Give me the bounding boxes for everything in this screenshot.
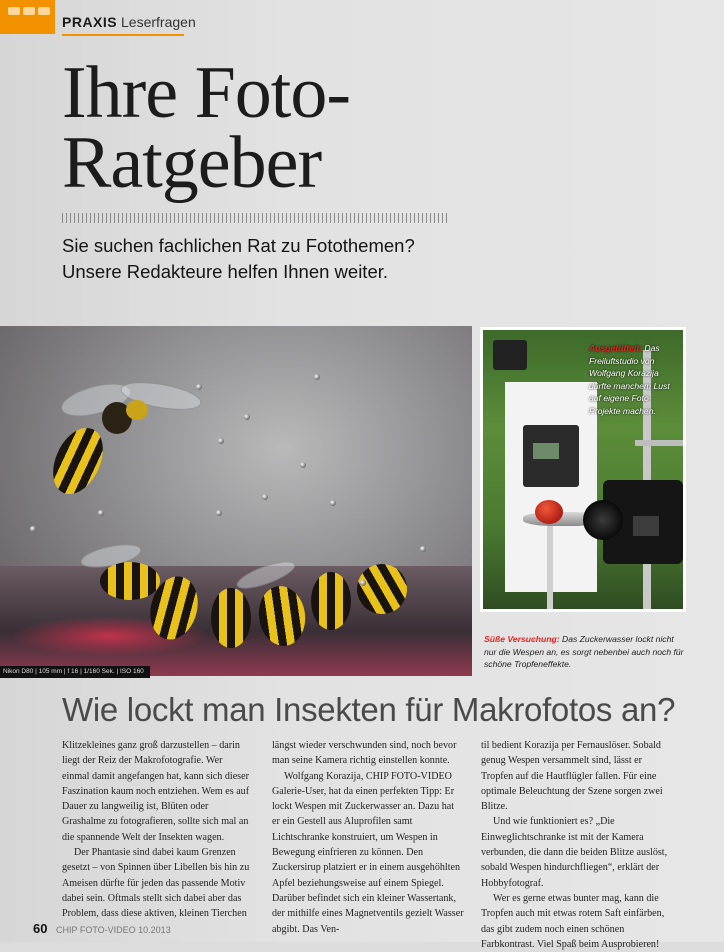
water-drop xyxy=(218,438,224,444)
water-drop xyxy=(98,510,104,516)
paragraph: til bedient Korazija per Fernauslöser. Sobald genug Wespen versammelt sind, lässt er Tropfen auf die Hautflügler fallen. Für eine optimale Beleuchtung der Szene sorgen zwei Blitze. xyxy=(481,740,663,813)
wasp xyxy=(305,558,415,638)
studio-scene xyxy=(483,330,683,609)
photo-caption xyxy=(484,633,684,671)
title-line-1: Ihre Foto- xyxy=(62,52,350,134)
water-drop xyxy=(262,494,268,500)
apple xyxy=(535,500,563,524)
paragraph: Wer es gerne etwas bunter mag, kann die Tropfen auch mit etwas rotem Saft einfärben, das gibt zudem noch einen schönen Farbkontrast. Viel Spaß beim Ausprobieren! xyxy=(481,892,665,950)
water-drop xyxy=(300,462,306,468)
flash-unit xyxy=(523,425,579,487)
water-drop xyxy=(244,414,250,420)
section-label xyxy=(62,14,196,30)
section-underline xyxy=(62,34,184,36)
inset-caption-text: Das Freiluftstudio von Wolfgang Korazija dürfte manchem Lust auf eigene Foto-Projekte machen. xyxy=(589,343,670,416)
water-drop xyxy=(314,374,320,380)
paragraph: längst wieder verschwunden sind, noch bevor man seine Kamera richtig einstellen konnte. xyxy=(272,740,457,767)
water-drop xyxy=(30,526,36,532)
camera-icon xyxy=(603,480,683,564)
caption-text: Das Zuckerwasser lockt nicht nur die Wespen an, es sorgt nebenbei auch noch für schöne Tropfeneffekte. xyxy=(484,634,684,670)
section-name: PRAXIS xyxy=(62,14,118,30)
water-drop xyxy=(330,500,336,506)
paragraph: Wolfgang Korazija, CHIP FOTO-VIDEO Galerie-User, hat da einen perfekten Tipp: Er lockt Wespen mit Zuckerwasser an. Dazu hat er ein Gestell aus Aluprofilen samt Lichtschranke konstruiert, um Wespen in Bewegung einfrieren zu können. Den Zuckersirup platziert er in einem ausgehöhlten Apfel beziehungsweise auf einem Spiegel. Darüber befindet sich ein kleiner Wassertank, der mithilfe eines Magnetventils gezielt Wasser abgibt. Das Ven- xyxy=(272,770,464,935)
alu-crossbar xyxy=(635,440,683,446)
intro-text xyxy=(62,233,415,285)
studio-photo xyxy=(480,327,686,612)
water-drop xyxy=(216,510,222,516)
water-drop xyxy=(196,384,202,390)
flying-wasp xyxy=(40,356,210,486)
magazine-issue: CHIP FOTO-VIDEO 10.2013 xyxy=(55,925,171,935)
tab-dot-icon xyxy=(38,7,50,15)
article-title: Wie lockt man Insekten für Makrofotos an? xyxy=(62,691,676,728)
article-column-3 xyxy=(481,738,674,952)
title-line-2: Ratgeber xyxy=(62,122,322,204)
page-footer xyxy=(33,921,171,936)
water-drop xyxy=(420,546,426,552)
intro-line-2: Unsere Redakteure helfen Ihnen weiter. xyxy=(62,261,389,282)
tab-dot-icon xyxy=(23,7,35,15)
tab-dot-icon xyxy=(8,7,20,15)
section-tab xyxy=(0,0,55,34)
article-column-2 xyxy=(272,738,464,937)
stand xyxy=(547,526,553,609)
subsection-name: Leserfragen xyxy=(121,14,196,30)
inset-caption-highlight: Ausgetüftelt: xyxy=(589,343,642,353)
top-flash xyxy=(493,340,527,370)
dotted-rule xyxy=(62,213,450,223)
wasp-photo xyxy=(0,326,472,676)
caption-highlight: Süße Versuchung: xyxy=(484,634,560,644)
paragraph: Und wie funktioniert es? „Die Einweglichtschranke ist mit der Kamera verbunden, die dann die beiden Blitze auslöst, sobald Wespen hindurchfliegen“, erklärt der Hobbyfotograf. xyxy=(481,816,668,889)
water-drop xyxy=(360,580,366,586)
exif-info: Nikon D80 | 105 mm | f 16 | 1/160 Sek. | ISO 160 xyxy=(0,666,150,678)
page-title xyxy=(62,52,350,204)
inset-caption xyxy=(589,342,683,418)
paragraph: Der Phantasie sind dabei kaum Grenzen gesetzt – von Spinnen über Libellen bis hin zu Ameisen dürfte für jeden das passende Motiv dabei sein. Oftmals stellt sich dabei aber das Problem, dass diese aktiven, kleinen Tierchen xyxy=(62,847,250,920)
paragraph: Klitzekleines ganz groß darzustellen – darin liegt der Reiz der Makrofotografie. Wer einmal damit angefangen hat, kann sich dieser Faszination kaum noch entziehen. Wem es auf Dauer zu langweilig ist, Blüten oder Grashalme zu fotografieren, sollte sich mal an die spannende Welt der Insekten wagen. xyxy=(62,740,250,843)
intro-line-1: Sie suchen fachlichen Rat zu Fotothemen? xyxy=(62,235,415,256)
article-column-1 xyxy=(62,738,252,922)
page-number: 60 xyxy=(33,921,48,936)
